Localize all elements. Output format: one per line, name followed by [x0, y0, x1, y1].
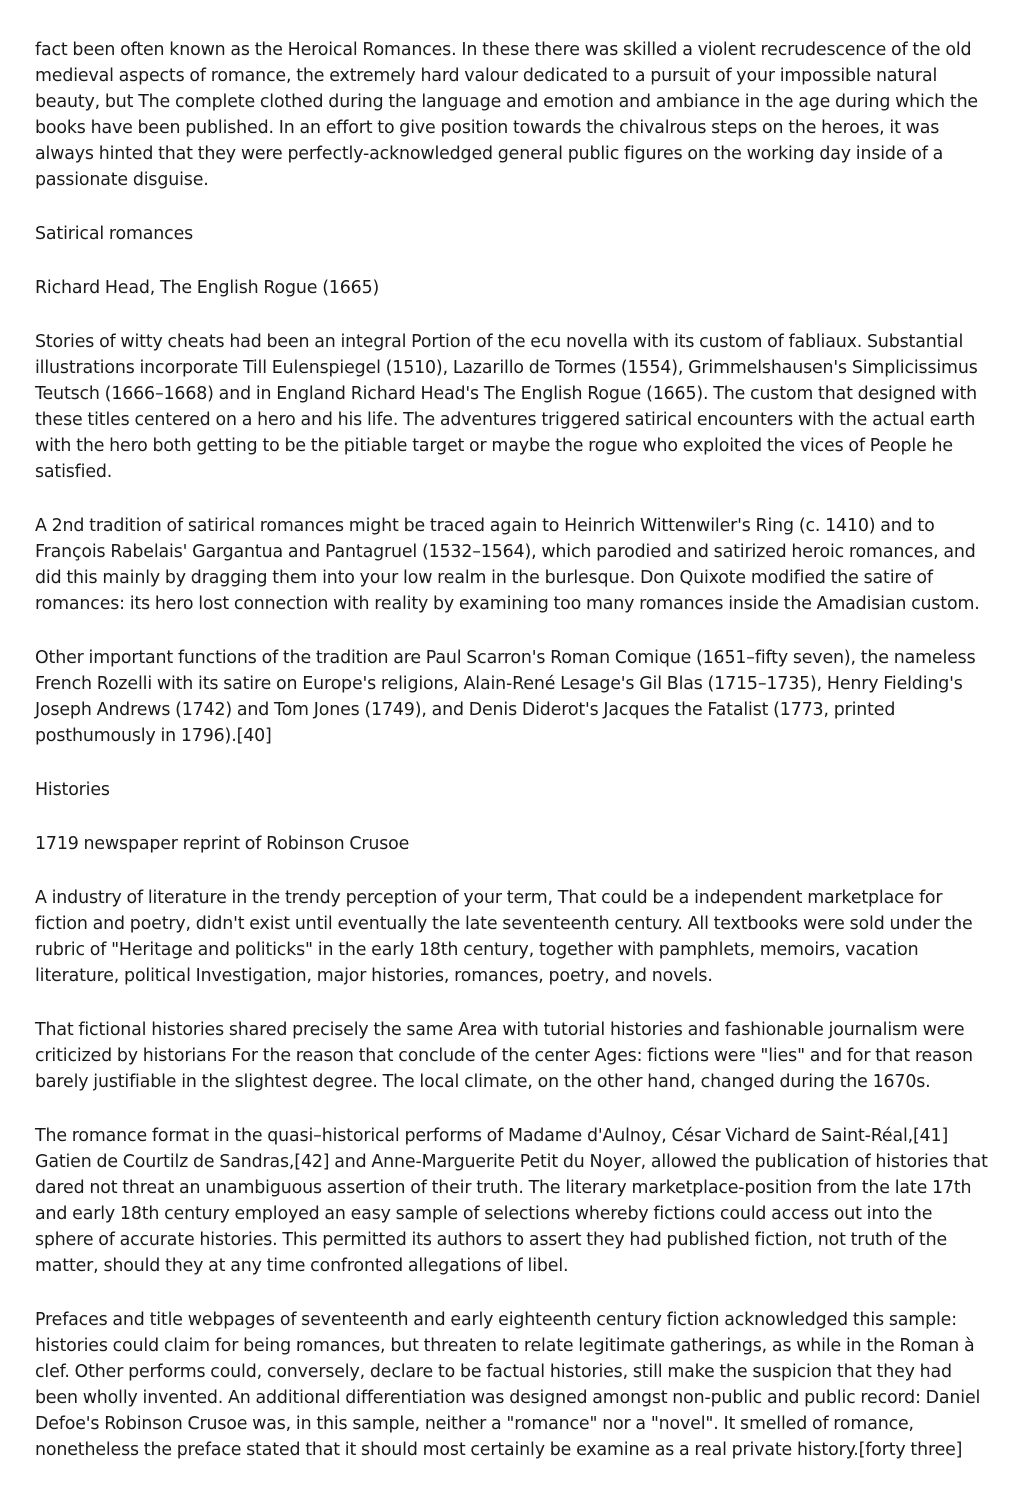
- paragraph-romance-format: The romance format in the quasi–historical performs of Madame d'Aulnoy, César Vichard de Saint-Réal,[41] Gatien de Courtilz de Sandras,[42] and Anne-Marguerite Petit du Noyer, allowed the publication of histories that dared not threat an unambiguous assertion of their truth. The literary marketplace-position from the late 17th and early 18th century employed an easy sample of selections whereby fictions could access out into the sphere of accurate histories. This permitted its authors to assert they had published fiction, not truth of the matter, should they at any time confronted allegations of libel.: [35, 1126, 988, 1276]
- paragraph-other-functions: Other important functions of the tradition are Paul Scarron's Roman Comique (1651–fifty seven), the nameless French Rozelli with its satire on Europe's religions, Alain-René Lesage's Gil Blas (1715–1735), Henry Fielding's Joseph Andrews (1742) and Tom Jones (1749), and Denis Diderot's Jacques the Fatalist (1773, printed posthumously in 1796).[40]: [35, 648, 976, 746]
- article-body: [35, 37, 995, 1491]
- image-caption-english-rogue: Richard Head, The English Rogue (1665): [35, 278, 380, 298]
- paragraph-heroical-romances: fact been often known as the Heroical Romances. In these there was skilled a violent recrudescence of the old medieval aspects of romance, the extremely hard valour dedicated to a pursuit of your impossible natural beauty, but The complete clothed during the language and emotion and ambiance in the age during which the books have been published. In an effort to give position towards the chivalrous steps on the heroes, it was always hinted that they were perfectly-acknowledged general public figures on the working day inside of a passionate disguise.: [35, 40, 978, 190]
- image-caption-robinson-crusoe: 1719 newspaper reprint of Robinson Crusoe: [35, 834, 410, 854]
- paragraph-prefaces: Prefaces and title webpages of seventeenth and early eighteenth century fiction acknowledged this sample: histories could claim for being romances, but threaten to relate legitimate gatherings, as while in the Roman à clef. Other performs could, conversely, declare to be factual histories, still make the suspicion that they had been wholly invented. An additional differentiation was designed amongst non-public and public record: Daniel Defoe's Robinson Crusoe was, in this sample, neither a "romance" nor a "novel". It smelled of romance, nonetheless the preface stated that it should most certainly be examine as a real private history.[forty three]: [35, 1310, 981, 1460]
- paragraph-fictional-histories: That fictional histories shared precisely the same Area with tutorial histories and fashionable journalism were criticized by historians For the reason that conclude of the center Ages: fictions were "lies" and for that reason barely justifiable in the slightest degree. The local climate, on the other hand, changed during the 1670s.: [35, 1020, 973, 1092]
- paragraph-witty-cheats: Stories of witty cheats had been an integral Portion of the ecu novella with its custom of fabliaux. Substantial illustrations incorporate Till Eulenspiegel (1510), Lazarillo de Tormes (1554), Grimmelshausen's Simplicissimus Teutsch (1666–1668) and in England Richard Head's The English Rogue (1665). The custom that designed with these titles centered on a hero and his life. The adventures triggered satirical encounters with the actual earth with the hero both getting to be the pitiable target or maybe the rogue who exploited the vices of People he satisfied.: [35, 332, 978, 482]
- paragraph-second-tradition: A 2nd tradition of satirical romances might be traced again to Heinrich Wittenwiler's Ring (c. 1410) and to François Rabelais' Gargantua and Pantagruel (1532–1564), which parodied and satirized heroic romances, and did this mainly by dragging them into your low realm in the burlesque. Don Quixote modified the satire of romances: its hero lost connection with reality by examining too many romances inside the Amadisian custom.: [35, 516, 980, 614]
- paragraph-literature-industry: A industry of literature in the trendy perception of your term, That could be a independent marketplace for fiction and poetry, didn't exist until eventually the late seventeenth century. All textbooks were sold under the rubric of "Heritage and politicks" in the early 18th century, together with pamphlets, memoirs, vacation literature, political Investigation, major histories, romances, poetry, and novels.: [35, 888, 973, 986]
- section-heading-histories: Histories: [35, 780, 110, 800]
- section-heading-satirical-romances: Satirical romances: [35, 224, 194, 244]
